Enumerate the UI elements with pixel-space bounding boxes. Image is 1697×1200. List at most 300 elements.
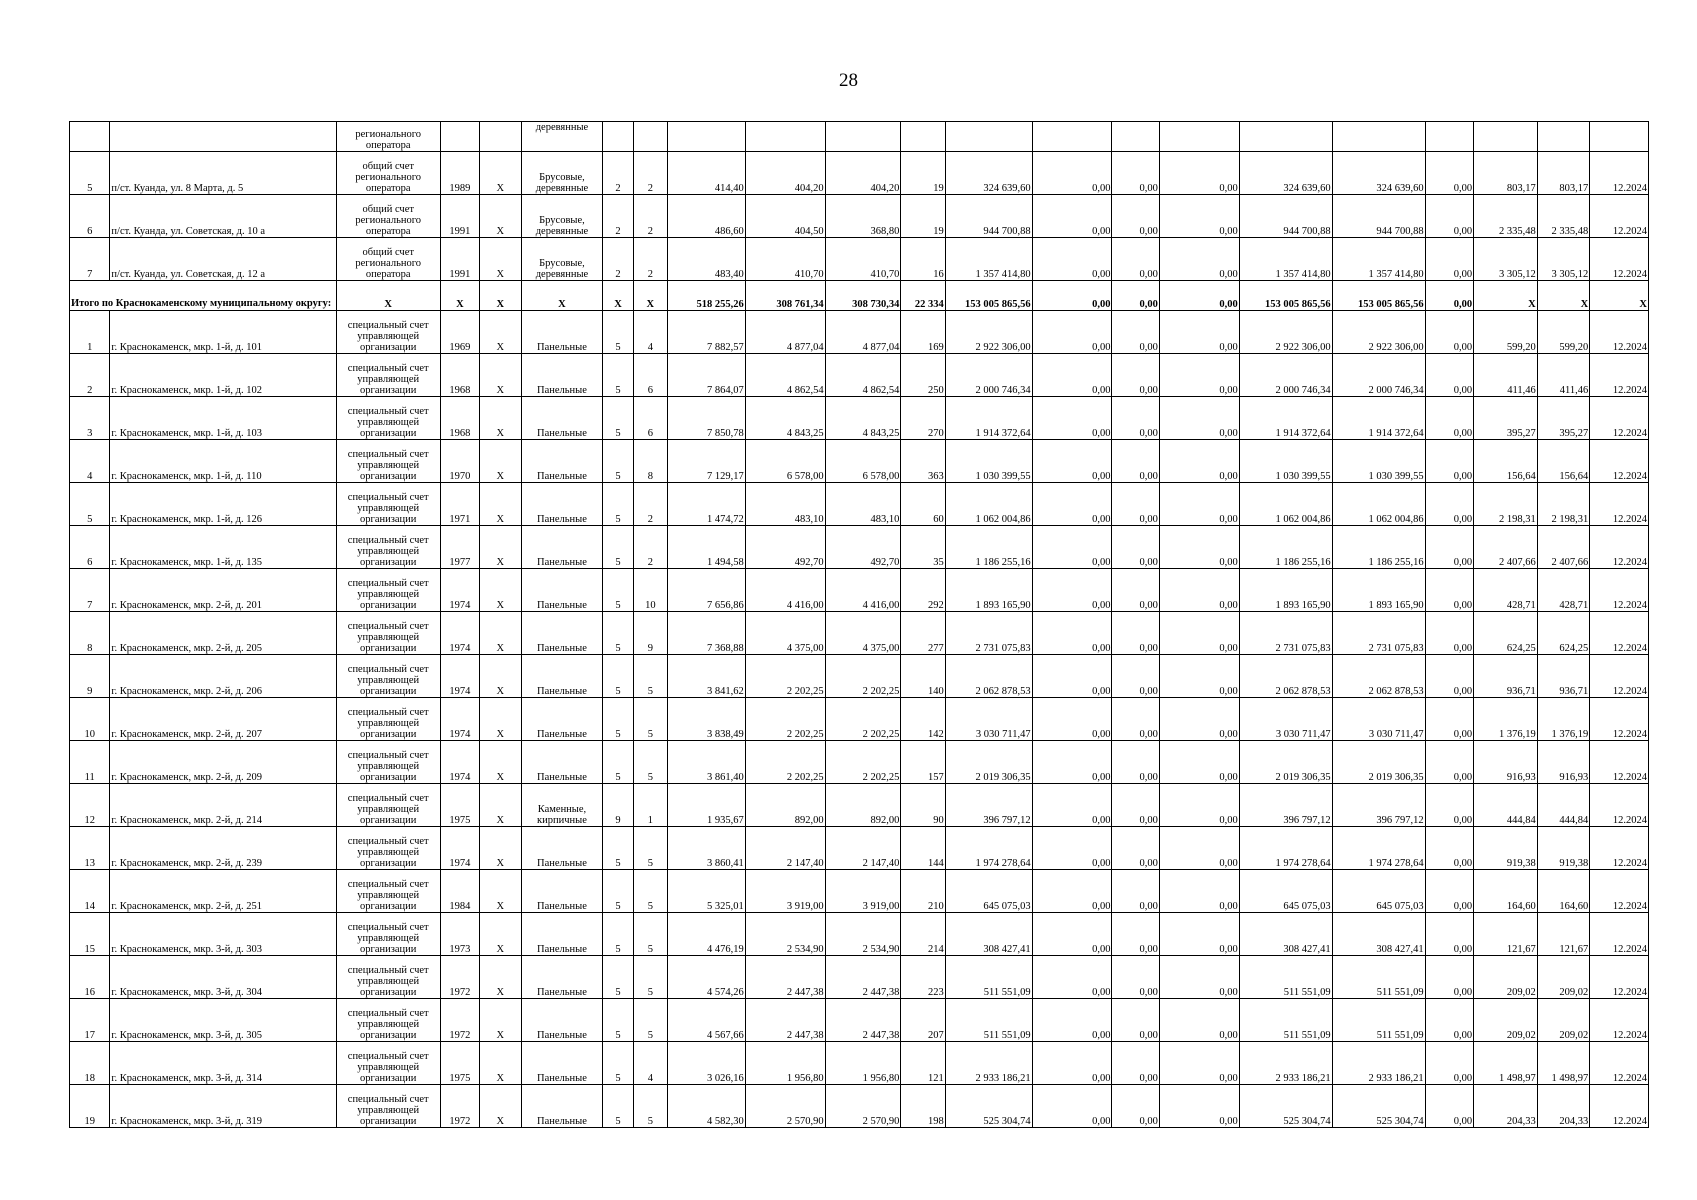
entrances-cell: 5 bbox=[633, 1085, 667, 1128]
fund-cell: 0,00 bbox=[1159, 655, 1239, 698]
total-area-cell: 7 882,57 bbox=[668, 311, 746, 354]
fund-cell: 1 030 399,55 bbox=[1239, 440, 1332, 483]
fund-cell: 1 030 399,55 bbox=[1332, 440, 1425, 483]
fund-cell: 0,00 bbox=[1159, 612, 1239, 655]
wall-material-cell: Каменные, кирпичные bbox=[521, 784, 603, 827]
x-cell: X bbox=[480, 238, 521, 281]
unit-cost-cell: 1 498,97 bbox=[1474, 1042, 1538, 1085]
fund-cell: 2 922 306,00 bbox=[1239, 311, 1332, 354]
fund-cell: 0,00 bbox=[1159, 483, 1239, 526]
unit-cost-cell: 209,02 bbox=[1474, 999, 1538, 1042]
fund-cell: 0,00 bbox=[1425, 569, 1473, 612]
address-cell: г. Краснокаменск, мкр. 3-й, д. 305 bbox=[110, 999, 336, 1042]
account-type-cell: специальный счет управляющей организации bbox=[336, 655, 440, 698]
fund-cell: 0,00 bbox=[1159, 152, 1239, 195]
residents-cell: 144 bbox=[901, 827, 945, 870]
residents-cell: 142 bbox=[901, 698, 945, 741]
fund-cell: 0,00 bbox=[1112, 195, 1159, 238]
row-number-cell: 15 bbox=[70, 913, 110, 956]
total-cell: 153 005 865,56 bbox=[1332, 281, 1425, 311]
entrances-cell: 5 bbox=[633, 698, 667, 741]
fund-cell: 3 030 711,47 bbox=[1239, 698, 1332, 741]
address-cell: г. Краснокаменск, мкр. 2-й, д. 239 bbox=[110, 827, 336, 870]
completion-date-cell: 12.2024 bbox=[1590, 1042, 1649, 1085]
living-area-cell: 2 447,38 bbox=[745, 956, 825, 999]
x-cell: X bbox=[480, 784, 521, 827]
cell bbox=[480, 122, 521, 152]
row-number-cell: 5 bbox=[70, 483, 110, 526]
living-area-cell: 4 375,00 bbox=[745, 612, 825, 655]
unit-cost-cell: 121,67 bbox=[1537, 913, 1590, 956]
wall-material-cell: деревянные bbox=[521, 122, 603, 152]
build-year-cell: 1968 bbox=[440, 354, 479, 397]
residents-cell: 250 bbox=[901, 354, 945, 397]
completion-date-cell: 12.2024 bbox=[1590, 483, 1649, 526]
cell bbox=[1425, 122, 1473, 152]
fund-cell: 0,00 bbox=[1425, 655, 1473, 698]
entrances-cell: 9 bbox=[633, 612, 667, 655]
unit-cost-cell: 3 305,12 bbox=[1537, 238, 1590, 281]
table-row bbox=[70, 354, 1649, 397]
fund-cell: 0,00 bbox=[1112, 612, 1159, 655]
total-cell: X bbox=[440, 281, 479, 311]
x-cell: X bbox=[480, 913, 521, 956]
wall-material-cell: Панельные bbox=[521, 741, 603, 784]
table-row bbox=[70, 655, 1649, 698]
row-number-cell: 14 bbox=[70, 870, 110, 913]
living-area-cell: 2 202,25 bbox=[745, 741, 825, 784]
total-cost-cell: 2 933 186,21 bbox=[945, 1042, 1032, 1085]
unit-cost-cell: 599,20 bbox=[1474, 311, 1538, 354]
fund-cell: 396 797,12 bbox=[1332, 784, 1425, 827]
residents-cell: 270 bbox=[901, 397, 945, 440]
fund-cell: 2 019 306,35 bbox=[1332, 741, 1425, 784]
build-year-cell: 1974 bbox=[440, 612, 479, 655]
residential-area-cell: 4 375,00 bbox=[825, 612, 901, 655]
table-row bbox=[70, 195, 1649, 238]
unit-cost-cell: 936,71 bbox=[1537, 655, 1590, 698]
address-cell: г. Краснокаменск, мкр. 1-й, д. 135 bbox=[110, 526, 336, 569]
x-cell: X bbox=[480, 195, 521, 238]
unit-cost-cell: 444,84 bbox=[1474, 784, 1538, 827]
fund-cell: 0,00 bbox=[1425, 999, 1473, 1042]
wall-material-cell: Панельные bbox=[521, 612, 603, 655]
fund-cell: 0,00 bbox=[1112, 956, 1159, 999]
fund-cell: 2 731 075,83 bbox=[1239, 612, 1332, 655]
account-type-cell: специальный счет управляющей организации bbox=[336, 784, 440, 827]
total-area-cell: 4 574,26 bbox=[668, 956, 746, 999]
unit-cost-cell: 164,60 bbox=[1474, 870, 1538, 913]
unit-cost-cell: 919,38 bbox=[1537, 827, 1590, 870]
unit-cost-cell: 2 407,66 bbox=[1537, 526, 1590, 569]
total-area-cell: 483,40 bbox=[668, 238, 746, 281]
account-type-cell: специальный счет управляющей организации bbox=[336, 311, 440, 354]
entrances-cell: 5 bbox=[633, 956, 667, 999]
fund-cell: 645 075,03 bbox=[1239, 870, 1332, 913]
completion-date-cell: 12.2024 bbox=[1590, 999, 1649, 1042]
completion-date-cell: 12.2024 bbox=[1590, 195, 1649, 238]
completion-date-cell: 12.2024 bbox=[1590, 698, 1649, 741]
table-row bbox=[70, 569, 1649, 612]
living-area-cell: 492,70 bbox=[745, 526, 825, 569]
row-number-cell: 5 bbox=[70, 152, 110, 195]
total-cost-cell: 1 357 414,80 bbox=[945, 238, 1032, 281]
fund-cell: 0,00 bbox=[1112, 698, 1159, 741]
build-year-cell: 1989 bbox=[440, 152, 479, 195]
residents-cell: 277 bbox=[901, 612, 945, 655]
total-cost-cell: 1 974 278,64 bbox=[945, 827, 1032, 870]
total-cell: X bbox=[521, 281, 603, 311]
fund-cell: 2 922 306,00 bbox=[1332, 311, 1425, 354]
fund-cell: 0,00 bbox=[1032, 999, 1112, 1042]
x-cell: X bbox=[480, 1042, 521, 1085]
residential-area-cell: 404,20 bbox=[825, 152, 901, 195]
completion-date-cell: 12.2024 bbox=[1590, 741, 1649, 784]
fund-cell: 944 700,88 bbox=[1332, 195, 1425, 238]
cell bbox=[668, 122, 746, 152]
fund-cell: 0,00 bbox=[1032, 741, 1112, 784]
total-area-cell: 1 935,67 bbox=[668, 784, 746, 827]
fund-cell: 0,00 bbox=[1112, 1085, 1159, 1128]
fund-cell: 0,00 bbox=[1112, 440, 1159, 483]
total-cell: 0,00 bbox=[1112, 281, 1159, 311]
fund-cell: 0,00 bbox=[1112, 152, 1159, 195]
build-year-cell: 1975 bbox=[440, 1042, 479, 1085]
cell bbox=[110, 122, 336, 152]
total-cost-cell: 3 030 711,47 bbox=[945, 698, 1032, 741]
wall-material-cell: Панельные bbox=[521, 483, 603, 526]
unit-cost-cell: 624,25 bbox=[1474, 612, 1538, 655]
fund-cell: 0,00 bbox=[1159, 870, 1239, 913]
fund-cell: 0,00 bbox=[1112, 397, 1159, 440]
address-cell: г. Краснокаменск, мкр. 1-й, д. 103 bbox=[110, 397, 336, 440]
row-number-cell: 2 bbox=[70, 354, 110, 397]
entrances-cell: 6 bbox=[633, 397, 667, 440]
row-number-cell: 1 bbox=[70, 311, 110, 354]
residential-area-cell: 410,70 bbox=[825, 238, 901, 281]
page-number: 28 bbox=[839, 70, 858, 91]
fund-cell: 0,00 bbox=[1159, 1085, 1239, 1128]
x-cell: X bbox=[480, 698, 521, 741]
address-cell: г. Краснокаменск, мкр. 2-й, д. 209 bbox=[110, 741, 336, 784]
table-row bbox=[70, 1042, 1649, 1085]
x-cell: X bbox=[480, 354, 521, 397]
floors-cell: 5 bbox=[603, 397, 633, 440]
unit-cost-cell: 156,64 bbox=[1537, 440, 1590, 483]
floors-cell: 5 bbox=[603, 956, 633, 999]
total-label: Итого по Краснокаменскому муниципальному округу: bbox=[70, 281, 337, 311]
fund-cell: 0,00 bbox=[1425, 827, 1473, 870]
residents-cell: 35 bbox=[901, 526, 945, 569]
total-cost-cell: 1 914 372,64 bbox=[945, 397, 1032, 440]
row-number-cell: 12 bbox=[70, 784, 110, 827]
x-cell: X bbox=[480, 526, 521, 569]
x-cell: X bbox=[480, 483, 521, 526]
completion-date-cell: 12.2024 bbox=[1590, 612, 1649, 655]
cell bbox=[440, 122, 479, 152]
fund-cell: 2 933 186,21 bbox=[1239, 1042, 1332, 1085]
unit-cost-cell: 164,60 bbox=[1537, 870, 1590, 913]
unit-cost-cell: 411,46 bbox=[1474, 354, 1538, 397]
residents-cell: 223 bbox=[901, 956, 945, 999]
residents-cell: 121 bbox=[901, 1042, 945, 1085]
total-cost-cell: 1 062 004,86 bbox=[945, 483, 1032, 526]
entrances-cell: 4 bbox=[633, 1042, 667, 1085]
table-row bbox=[70, 526, 1649, 569]
cell bbox=[1159, 122, 1239, 152]
total-cell: 153 005 865,56 bbox=[945, 281, 1032, 311]
fund-cell: 0,00 bbox=[1032, 195, 1112, 238]
x-cell: X bbox=[480, 1085, 521, 1128]
total-area-cell: 3 860,41 bbox=[668, 827, 746, 870]
fund-cell: 0,00 bbox=[1159, 354, 1239, 397]
fund-cell: 0,00 bbox=[1159, 999, 1239, 1042]
account-type-cell: специальный счет управляющей организации bbox=[336, 612, 440, 655]
fund-cell: 0,00 bbox=[1032, 870, 1112, 913]
fund-cell: 0,00 bbox=[1112, 827, 1159, 870]
floors-cell: 5 bbox=[603, 354, 633, 397]
row-number-cell: 18 bbox=[70, 1042, 110, 1085]
entrances-cell: 4 bbox=[633, 311, 667, 354]
cell bbox=[1474, 122, 1538, 152]
build-year-cell: 1968 bbox=[440, 397, 479, 440]
total-cell: X bbox=[1537, 281, 1590, 311]
total-area-cell: 7 129,17 bbox=[668, 440, 746, 483]
fund-cell: 0,00 bbox=[1425, 913, 1473, 956]
fund-cell: 0,00 bbox=[1425, 354, 1473, 397]
fund-cell: 0,00 bbox=[1112, 238, 1159, 281]
wall-material-cell: Брусовые, деревянные bbox=[521, 238, 603, 281]
total-cell: 518 255,26 bbox=[668, 281, 746, 311]
row-number-cell: 10 bbox=[70, 698, 110, 741]
fund-cell: 0,00 bbox=[1159, 397, 1239, 440]
wall-material-cell: Панельные bbox=[521, 526, 603, 569]
total-area-cell: 3 026,16 bbox=[668, 1042, 746, 1085]
unit-cost-cell: 803,17 bbox=[1474, 152, 1538, 195]
living-area-cell: 1 956,80 bbox=[745, 1042, 825, 1085]
cell bbox=[901, 122, 945, 152]
fund-cell: 0,00 bbox=[1032, 827, 1112, 870]
table-row bbox=[70, 1085, 1649, 1128]
completion-date-cell: 12.2024 bbox=[1590, 784, 1649, 827]
fund-cell: 0,00 bbox=[1032, 397, 1112, 440]
x-cell: X bbox=[480, 569, 521, 612]
fund-cell: 0,00 bbox=[1112, 870, 1159, 913]
residential-area-cell: 2 534,90 bbox=[825, 913, 901, 956]
total-cost-cell: 1 030 399,55 bbox=[945, 440, 1032, 483]
address-cell: г. Краснокаменск, мкр. 2-й, д. 214 bbox=[110, 784, 336, 827]
row-number-cell: 7 bbox=[70, 238, 110, 281]
fund-cell: 1 974 278,64 bbox=[1332, 827, 1425, 870]
living-area-cell: 2 202,25 bbox=[745, 698, 825, 741]
build-year-cell: 1970 bbox=[440, 440, 479, 483]
residents-cell: 214 bbox=[901, 913, 945, 956]
completion-date-cell: 12.2024 bbox=[1590, 440, 1649, 483]
residential-area-cell: 1 956,80 bbox=[825, 1042, 901, 1085]
total-cell: X bbox=[1590, 281, 1649, 311]
total-area-cell: 7 850,78 bbox=[668, 397, 746, 440]
fund-cell: 0,00 bbox=[1159, 956, 1239, 999]
build-year-cell: 1974 bbox=[440, 655, 479, 698]
living-area-cell: 4 843,25 bbox=[745, 397, 825, 440]
x-cell: X bbox=[480, 612, 521, 655]
account-type-cell: специальный счет управляющей организации bbox=[336, 741, 440, 784]
entrances-cell: 8 bbox=[633, 440, 667, 483]
residents-cell: 157 bbox=[901, 741, 945, 784]
completion-date-cell: 12.2024 bbox=[1590, 1085, 1649, 1128]
account-type-cell: специальный счет управляющей организации bbox=[336, 440, 440, 483]
unit-cost-cell: 1 498,97 bbox=[1537, 1042, 1590, 1085]
fund-cell: 0,00 bbox=[1032, 655, 1112, 698]
build-year-cell: 1974 bbox=[440, 569, 479, 612]
floors-cell: 5 bbox=[603, 440, 633, 483]
total-cell: 22 334 bbox=[901, 281, 945, 311]
floors-cell: 5 bbox=[603, 569, 633, 612]
x-cell: X bbox=[480, 999, 521, 1042]
table-row bbox=[70, 152, 1649, 195]
fund-cell: 0,00 bbox=[1159, 238, 1239, 281]
total-cost-cell: 1 893 165,90 bbox=[945, 569, 1032, 612]
fund-cell: 324 639,60 bbox=[1332, 152, 1425, 195]
entrances-cell: 2 bbox=[633, 152, 667, 195]
entrances-cell: 6 bbox=[633, 354, 667, 397]
row-number-cell: 3 bbox=[70, 397, 110, 440]
fund-cell: 511 551,09 bbox=[1332, 999, 1425, 1042]
unit-cost-cell: 395,27 bbox=[1537, 397, 1590, 440]
fund-cell: 308 427,41 bbox=[1332, 913, 1425, 956]
fund-cell: 0,00 bbox=[1032, 569, 1112, 612]
wall-material-cell: Панельные bbox=[521, 827, 603, 870]
fund-cell: 1 357 414,80 bbox=[1239, 238, 1332, 281]
fund-cell: 2 062 878,53 bbox=[1239, 655, 1332, 698]
fund-cell: 0,00 bbox=[1032, 483, 1112, 526]
residential-area-cell: 3 919,00 bbox=[825, 870, 901, 913]
fund-cell: 0,00 bbox=[1425, 1042, 1473, 1085]
entrances-cell: 5 bbox=[633, 655, 667, 698]
unit-cost-cell: 428,71 bbox=[1474, 569, 1538, 612]
residential-area-cell: 4 862,54 bbox=[825, 354, 901, 397]
build-year-cell: 1969 bbox=[440, 311, 479, 354]
x-cell: X bbox=[480, 956, 521, 999]
x-cell: X bbox=[480, 870, 521, 913]
table-row bbox=[70, 612, 1649, 655]
x-cell: X bbox=[480, 655, 521, 698]
fund-cell: 0,00 bbox=[1425, 741, 1473, 784]
address-cell: п/ст. Куанда, ул. Советская, д. 10 а bbox=[110, 195, 336, 238]
account-type-cell: специальный счет управляющей организации bbox=[336, 870, 440, 913]
fund-cell: 0,00 bbox=[1425, 526, 1473, 569]
fund-cell: 0,00 bbox=[1159, 698, 1239, 741]
entrances-cell: 2 bbox=[633, 238, 667, 281]
table-row bbox=[70, 827, 1649, 870]
housing-register-table bbox=[69, 121, 1649, 1128]
fund-cell: 0,00 bbox=[1159, 784, 1239, 827]
residential-area-cell: 492,70 bbox=[825, 526, 901, 569]
floors-cell: 9 bbox=[603, 784, 633, 827]
row-number-cell: 9 bbox=[70, 655, 110, 698]
entrances-cell: 5 bbox=[633, 913, 667, 956]
table-row bbox=[70, 999, 1649, 1042]
fund-cell: 0,00 bbox=[1425, 238, 1473, 281]
fund-cell: 0,00 bbox=[1159, 440, 1239, 483]
table-row bbox=[70, 784, 1649, 827]
address-cell: г. Краснокаменск, мкр. 1-й, д. 102 bbox=[110, 354, 336, 397]
unit-cost-cell: 599,20 bbox=[1537, 311, 1590, 354]
address-cell: г. Краснокаменск, мкр. 2-й, д. 205 bbox=[110, 612, 336, 655]
entrances-cell: 5 bbox=[633, 999, 667, 1042]
address-cell: г. Краснокаменск, мкр. 2-й, д. 201 bbox=[110, 569, 336, 612]
build-year-cell: 1991 bbox=[440, 195, 479, 238]
account-type-cell: общий счет регионального оператора bbox=[336, 195, 440, 238]
table-row bbox=[70, 698, 1649, 741]
account-type-cell: специальный счет управляющей организации bbox=[336, 483, 440, 526]
total-area-cell: 3 841,62 bbox=[668, 655, 746, 698]
table-row bbox=[70, 311, 1649, 354]
fund-cell: 0,00 bbox=[1032, 1085, 1112, 1128]
total-cost-cell: 2 922 306,00 bbox=[945, 311, 1032, 354]
total-cost-cell: 645 075,03 bbox=[945, 870, 1032, 913]
total-cost-cell: 1 186 255,16 bbox=[945, 526, 1032, 569]
fund-cell: 0,00 bbox=[1159, 195, 1239, 238]
total-cell: X bbox=[480, 281, 521, 311]
unit-cost-cell: 1 376,19 bbox=[1474, 698, 1538, 741]
total-cost-cell: 396 797,12 bbox=[945, 784, 1032, 827]
total-cost-cell: 511 551,09 bbox=[945, 999, 1032, 1042]
unit-cost-cell: 444,84 bbox=[1537, 784, 1590, 827]
floors-cell: 5 bbox=[603, 827, 633, 870]
account-type-cell: специальный счет управляющей организации bbox=[336, 397, 440, 440]
residential-area-cell: 4 843,25 bbox=[825, 397, 901, 440]
fund-cell: 1 357 414,80 bbox=[1332, 238, 1425, 281]
floors-cell: 2 bbox=[603, 238, 633, 281]
fund-cell: 0,00 bbox=[1159, 526, 1239, 569]
living-area-cell: 2 447,38 bbox=[745, 999, 825, 1042]
residents-cell: 16 bbox=[901, 238, 945, 281]
total-area-cell: 3 838,49 bbox=[668, 698, 746, 741]
completion-date-cell: 12.2024 bbox=[1590, 397, 1649, 440]
residential-area-cell: 6 578,00 bbox=[825, 440, 901, 483]
fund-cell: 0,00 bbox=[1032, 238, 1112, 281]
total-area-cell: 7 368,88 bbox=[668, 612, 746, 655]
residential-area-cell: 2 202,25 bbox=[825, 741, 901, 784]
residents-cell: 140 bbox=[901, 655, 945, 698]
floors-cell: 5 bbox=[603, 311, 633, 354]
account-type-cell: специальный счет управляющей организации bbox=[336, 1042, 440, 1085]
total-cell: X bbox=[603, 281, 633, 311]
living-area-cell: 2 202,25 bbox=[745, 655, 825, 698]
fund-cell: 1 186 255,16 bbox=[1239, 526, 1332, 569]
total-cost-cell: 525 304,74 bbox=[945, 1085, 1032, 1128]
wall-material-cell: Панельные bbox=[521, 655, 603, 698]
unit-cost-cell: 916,93 bbox=[1474, 741, 1538, 784]
fund-cell: 0,00 bbox=[1112, 784, 1159, 827]
unit-cost-cell: 121,67 bbox=[1474, 913, 1538, 956]
floors-cell: 5 bbox=[603, 741, 633, 784]
fund-cell: 3 030 711,47 bbox=[1332, 698, 1425, 741]
fund-cell: 525 304,74 bbox=[1239, 1085, 1332, 1128]
address-cell: г. Краснокаменск, мкр. 1-й, д. 101 bbox=[110, 311, 336, 354]
floors-cell: 5 bbox=[603, 913, 633, 956]
address-cell: г. Краснокаменск, мкр. 1-й, д. 110 bbox=[110, 440, 336, 483]
residents-cell: 363 bbox=[901, 440, 945, 483]
fund-cell: 1 893 165,90 bbox=[1332, 569, 1425, 612]
fund-cell: 2 000 746,34 bbox=[1239, 354, 1332, 397]
address-cell: г. Краснокаменск, мкр. 1-й, д. 126 bbox=[110, 483, 336, 526]
unit-cost-cell: 2 198,31 bbox=[1474, 483, 1538, 526]
unit-cost-cell: 2 335,48 bbox=[1474, 195, 1538, 238]
row-number-cell: 13 bbox=[70, 827, 110, 870]
total-area-cell: 486,60 bbox=[668, 195, 746, 238]
